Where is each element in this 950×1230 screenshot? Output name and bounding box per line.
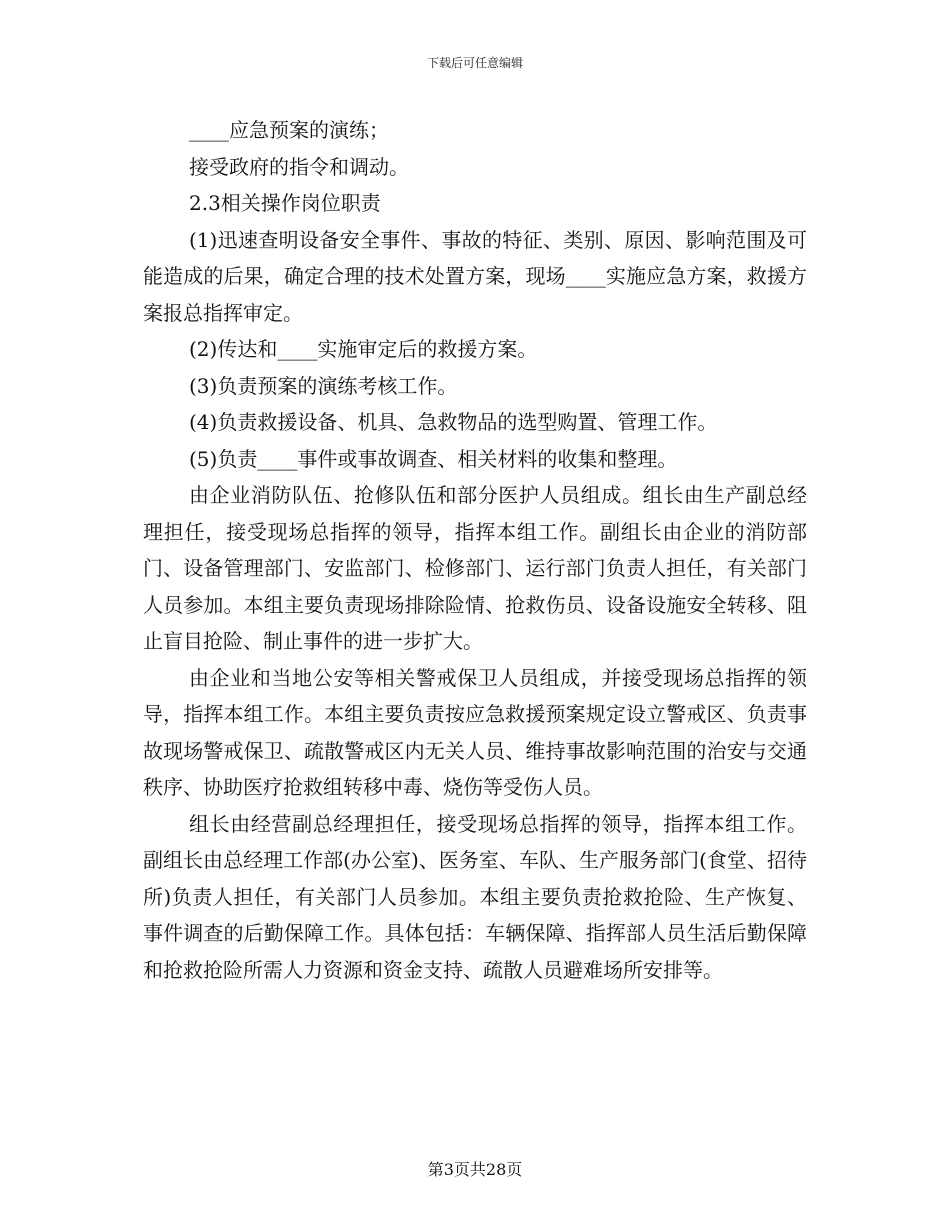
paragraph-drill: ____应急预案的演练； (189, 118, 389, 142)
paragraph-rescue-team: 由企业消防队伍、抢修队伍和部分医护人员组成。组长由生产副总经理担任，接受现场总指挥的领导，指挥本组工作。副组长由企业的消防部门、设备管理部门、安监部门、检修部门、运行部门负责人担任，有关部门人员参加。本组主要负责现场排除险情、抢救伤员、设备设施安全转移、阻止盲目抢险、制止事件的进一步扩大。 (143, 483, 807, 653)
duty-item-1: (1)迅速查明设备安全事件、事故的特征、类别、原因、影响范围及可能造成的后果，确定合理的技术处置方案，现场____实施应急方案，救援方案报总指挥审定。 (143, 227, 807, 325)
section-heading: 2.3相关操作岗位职责 (189, 191, 381, 215)
duty-item-2: (2)传达和____实施审定后的救援方案。 (189, 337, 538, 361)
document-body (143, 112, 807, 988)
paragraph-logistics-team: 组长由经营副总经理担任，接受现场总指挥的领导，指挥本组工作。副组长由总经理工作部(办公室)、医务室、车队、生产服务部门(食堂、招待所)负责人担任，有关部门人员参加。本组主要负责抢救抢险、生产恢复、事件调查的后勤保障工作。具体包括：车辆保障、指挥部人员生活后勤保障和抢救抢险所需人力资源和资金支持、疏散人员避难场所安排等。 (143, 811, 807, 982)
duty-item-5: (5)负责____事件或事故调查、相关材料的收集和整理。 (189, 446, 678, 471)
paragraph-security-team: 由企业和当地公安等相关警戒保卫人员组成，并接受现场总指挥的领导，指挥本组工作。本组主要负责按应急救援预案规定设立警戒区、负责事故现场警戒保卫、疏散警戒区内无关人员、维持事故影响范围的治安与交通秩序、协助医疗抢救组转移中毒、烧伤等受伤人员。 (143, 665, 807, 799)
paragraph-government-orders: 接受政府的指令和调动。 (189, 154, 409, 179)
page-header: 下载后可任意编辑 (426, 56, 523, 70)
page-number: 第3页共28页 (427, 1160, 523, 1179)
duty-item-4: (4)负责救援设备、机具、急救物品的选型购置、管理工作。 (189, 410, 718, 434)
duty-item-3: (3)负责预案的演练考核工作。 (189, 373, 458, 398)
